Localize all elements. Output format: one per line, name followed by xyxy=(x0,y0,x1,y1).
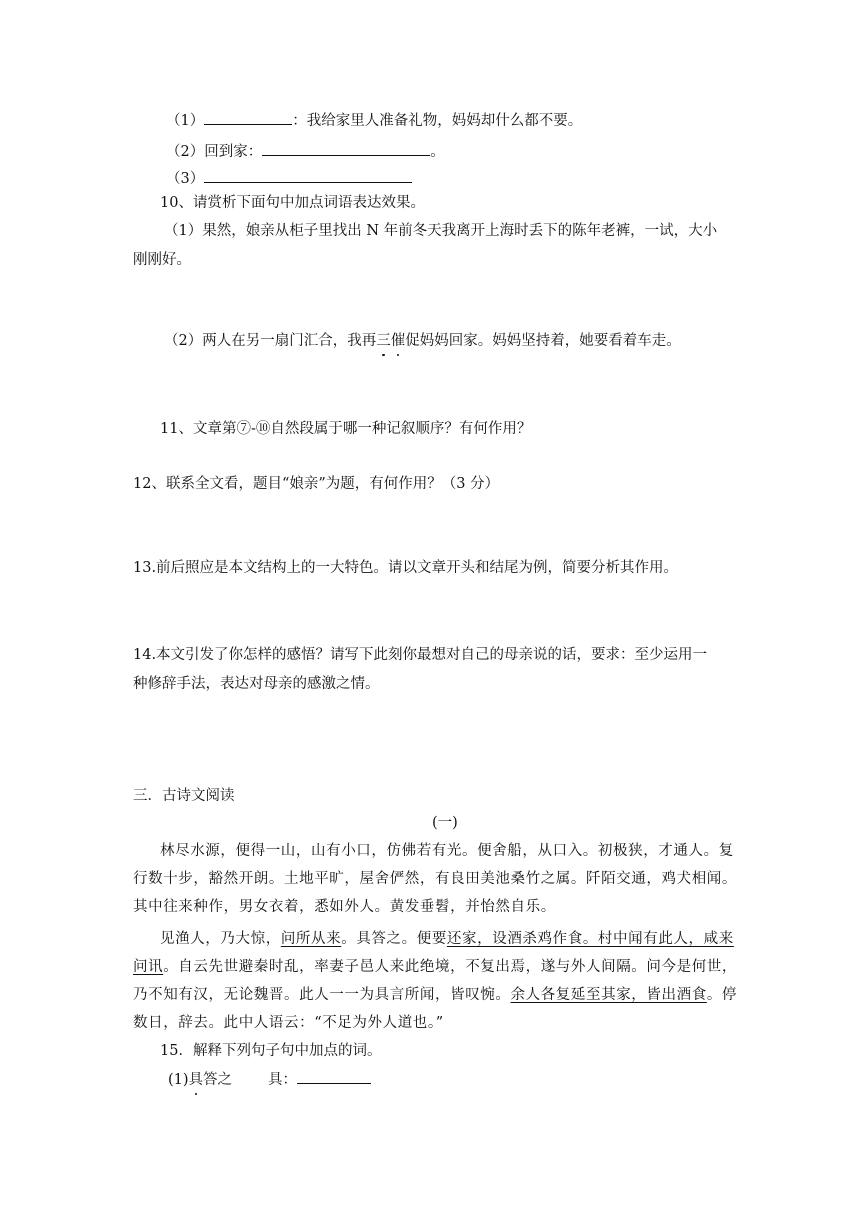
underlined-phrase: 问讯 xyxy=(133,959,164,975)
emphasis-dot-char: 三 xyxy=(376,333,391,349)
q9-item-1-number: （1） xyxy=(166,113,205,129)
q9-item-2-end: 。 xyxy=(430,144,445,160)
q9-item-1-text: ：我给家里人准备礼物，妈妈却什么都不要。 xyxy=(292,113,583,129)
underlined-phrase: 还家，设酒杀鸡作食。村中闻有此人，咸来 xyxy=(446,931,734,947)
answer-blank[interactable] xyxy=(204,109,292,125)
passage-text: 。自云先世避秦时乱，率妻子邑人来此绝境，不复出焉，遂与外人间隔。问今是何世， xyxy=(163,959,737,975)
underlined-phrase: 问所从来 xyxy=(280,931,342,947)
answer-blank[interactable] xyxy=(297,1068,371,1084)
passage-line: 林尽水源，便得一山，山有小口，仿佛若有光。便舍船，从口入。初极狭，才通人。复 xyxy=(160,843,734,859)
passage-text: 乃不知有汉，无论魏晋。此人一一为具言所闻，皆叹惋。 xyxy=(133,987,511,1003)
q15-item-1 xyxy=(168,1068,371,1090)
passage-text: 。具答之。便要 xyxy=(341,931,447,947)
passage-text: 。停 xyxy=(706,987,738,1003)
passage-text: 见渔人，乃大惊， xyxy=(160,931,281,947)
passage-line xyxy=(160,929,734,949)
q9-item-2 xyxy=(166,140,445,162)
q10-sentence-2-text: （2）两人在另一扇门汇合，我再 xyxy=(164,333,377,349)
q15-item-1-text: 答之 xyxy=(203,1072,233,1088)
section-subheading: (一) xyxy=(432,815,458,831)
q9-item-1 xyxy=(166,109,582,131)
passage-line xyxy=(133,957,737,977)
q10-prompt: 10、请赏析下面句中加点词语表达效果。 xyxy=(160,195,425,211)
q15-item-1-label: 具： xyxy=(268,1072,298,1088)
answer-blank[interactable] xyxy=(204,167,412,183)
q10-sentence-2 xyxy=(164,331,681,351)
emphasis-dot-char: 催 xyxy=(390,333,406,349)
q13-prompt: 13.前后照应是本文结构上的一大特色。请以文章开头和结尾为例，简要分析其作用。 xyxy=(133,560,679,576)
answer-blank[interactable] xyxy=(262,140,430,156)
q10-sentence-1-line-1: （1）果然，娘亲从柜子里找出 N 年前冬天我离开上海时丢下的陈年老裤，一试，大小 xyxy=(164,223,718,239)
q14-prompt-line-2: 种修辞手法，表达对母亲的感激之情。 xyxy=(133,676,380,692)
q15-prompt: 15．解释下列句子句中加点的词。 xyxy=(160,1043,382,1059)
q10-sentence-1-line-2: 刚刚好。 xyxy=(133,252,191,268)
q9-item-3-number: （3） xyxy=(166,171,205,187)
q14-prompt-line-1: 14.本文引发了你怎样的感悟？请写下此刻你最想对自己的母亲说的话，要求：至少运用一 xyxy=(133,647,708,663)
passage-line: 行数十步，豁然开朗。土地平旷，屋舍俨然，有良田美池桑竹之属。阡陌交通，鸡犬相闻。 xyxy=(133,871,737,887)
section-heading: 三．古诗文阅读 xyxy=(133,788,235,804)
emphasis-dot-char: 具 xyxy=(188,1072,204,1088)
passage-line xyxy=(133,985,737,1005)
passage-line: 数日，辞去。此中人语云：“不足为外人道也。” xyxy=(133,1015,444,1031)
q9-item-3 xyxy=(166,167,412,189)
q11-prompt: 11、文章第⑦-⑩自然段属于哪一种记叙顺序？有何作用？ xyxy=(160,421,532,437)
underlined-phrase: 余人各复延至其家，皆出酒食 xyxy=(510,987,707,1003)
q9-item-2-text: 回到家： xyxy=(204,144,263,160)
q12-prompt: 12、联系全文看，题目“娘亲”为题，有何作用？（3 分） xyxy=(133,476,500,492)
q9-item-2-number: （2） xyxy=(166,144,205,160)
passage-line: 其中往来种作，男女衣着，悉如外人。黄发垂髫，并怡然自乐。 xyxy=(133,899,556,915)
q10-sentence-2-text: 促妈妈回家。妈妈坚持着，她要看着车走。 xyxy=(405,333,681,349)
q15-item-1-number: (1) xyxy=(168,1072,189,1088)
